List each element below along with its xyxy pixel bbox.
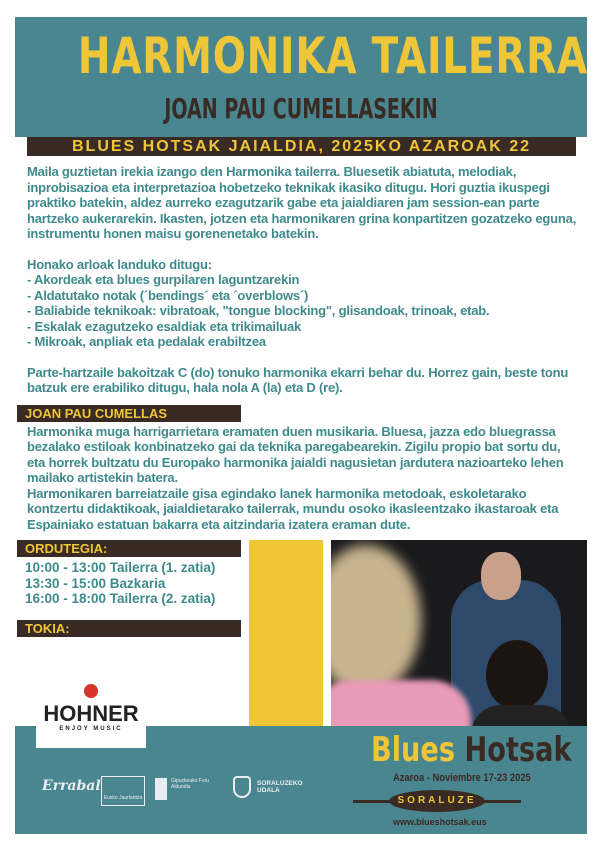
topic-item: - Akordeak eta blues gurpilaren laguntzarekin	[27, 272, 300, 287]
schedule-list	[25, 560, 241, 607]
bio-heading: JOAN PAU CUMELLAS	[17, 405, 241, 422]
hohner-name: HOHNER	[43, 701, 139, 726]
blues-hotsak-logo	[353, 730, 573, 834]
schedule-item: 13:30 - 15:00 Bazkaria	[25, 575, 166, 591]
logo-eusko-jaurlaritza: Eusko Jaurlaritza	[101, 776, 145, 806]
hohner-emblem-icon	[84, 684, 98, 698]
schedule-item: 16:00 - 18:00 Tailerra (2. zatia)	[25, 591, 216, 606]
schedule-item: 10:00 - 13:00 Tailerra (1. zatia)	[25, 560, 216, 575]
topic-item: - Aldatutako notak (´bendings´ eta ´overblows´)	[27, 287, 309, 303]
header-banner	[15, 17, 587, 137]
hohner-tagline: ENJOY MUSIC	[59, 726, 123, 732]
bio-paragraph-2: Harmonikaren barreiatzaile gisa egindako lanek harmonika metodoak, eskoletarako kontzertu didaktikoak, jaialdietarako tailerrak, mundu osoko ikasleentzako ikastaroak eta Espainiako estatuan bakarra eta aitzindaria izatera eraman dute.	[27, 485, 559, 532]
topic-item: - Eskalak ezagutzeko esaldiak eta trikimailuak	[27, 318, 302, 334]
festival-dates: Azaroa - Noviembre 17-23 2025	[393, 772, 531, 784]
topic-item: - Mikroak, anpliak eta pedalak erabiltzea	[27, 334, 266, 349]
topics-heading: Honako arloak landuko ditugu:	[27, 256, 212, 272]
event-date-bar: BLUES HOTSAK JAIALDIA, 2025KO AZAROAK 22	[27, 137, 576, 156]
logo-errabal: Errabal	[42, 778, 101, 794]
topic-item: - Baliabide teknikoak: vibratoak, "tongue blocking", glisandoak, trinoak, etab.	[27, 303, 490, 318]
workshop-photo	[331, 540, 587, 730]
harmonica-note: Parte-hartzaile bakoitzak C (do) tonuko harmonika ekarri behar du. Horrez gain, beste tonu batzuk ere erabiliko ditugu, hala nola A (la) eta D (re).	[27, 364, 569, 395]
bio-paragraph-1: Harmonika muga harrigarrietara eramaten duen musikaria. Bluesa, jazza edo bluegrassa bezalako estiloak konbinatzeko gai da teknika paregabearekin. Zigilu propio bat sortu du, eta horrek bultzatu du Europako harmonika jaialdi nagusietan jardutera nazioarteko lehen mailako artistekin batera.	[27, 423, 564, 485]
festival-name-b: Hotsak	[464, 730, 572, 770]
festival-town: SORALUZE	[389, 790, 485, 812]
festival-url[interactable]: www.blueshotsak.eus	[393, 817, 487, 827]
poster-subtitle: JOAN PAU CUMELLASEKIN	[164, 92, 438, 125]
decorative-yellow-block	[249, 540, 323, 730]
logo-soraluze-text: SORALUZEKO UDALA	[257, 780, 303, 794]
poster-title: HARMONIKA TAILERRA	[77, 27, 588, 85]
logo-gipuzkoa: Gipuzkoako Foru Aldundia	[155, 778, 219, 800]
topics-list	[27, 257, 580, 350]
schedule-heading: ORDUTEGIA:	[17, 540, 241, 557]
shield-icon	[233, 776, 251, 798]
content-column	[0, 164, 600, 730]
logo-soraluze	[233, 780, 323, 794]
intro-paragraph: Maila guztietan irekia izango den Harmonika tailerra. Bluesetik abiatuta, melodiak, inprobisazioa eta interpretazioa hobetzeko teknikak ikasiko ditugu. Hori guztia ikuspegi praktiko batekin, aldez aurreko ezagutzarik gabe eta jaialdiaren jam session-ean parte hartzeko aukerarekin. Ikasten, jotzen eta harmonikaren grina konpartitzen gozatzeko eguna, instrumentu honen maisu gorenenetako batekin.	[27, 164, 577, 241]
festival-name-a: Blues	[371, 730, 456, 770]
place-heading: TOKIA:	[17, 620, 241, 637]
hohner-logo	[36, 684, 146, 748]
